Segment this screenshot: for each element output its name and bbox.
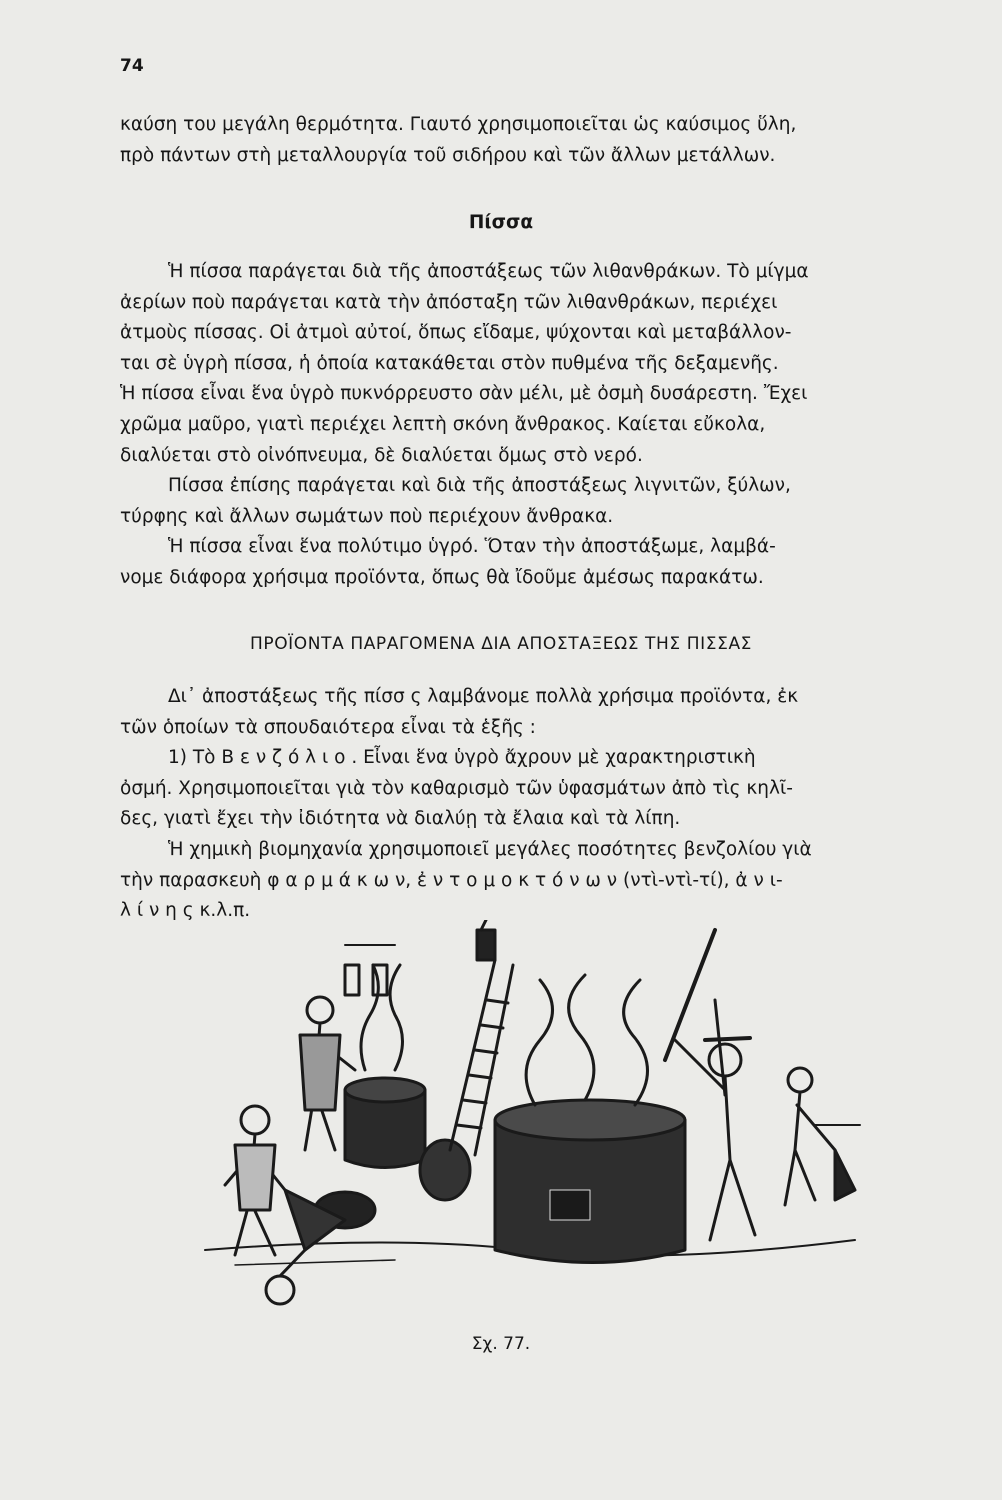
text-line: 1) Τὸ Β ε ν ζ ό λ ι ο . Εἶναι ἕνα ὑγρὸ ἄχρουν μὲ χαρακτηριστικὴ xyxy=(168,747,756,769)
text-line: ὀσμή. Χρησιμοποιεῖται γιὰ τὸν καθαρισμὸ τῶν ὑφασμάτων ἀπὸ τὶς κηλῖ- xyxy=(120,777,793,799)
figure-caption: Σχ. 77. xyxy=(471,1334,531,1354)
text-line: Ἡ πίσσα εἶναι ἕνα πολύτιμο ὑγρό. Ὅταν τὴν ἀποστάξωμε, λαμβά- xyxy=(168,536,776,558)
text-line: ται σὲ ὑγρὴ πίσσα, ἡ ὁποία κατακάθεται στὸν πυθμένα τῆς δεξαμενῆς. xyxy=(120,352,779,374)
text-line: πρὸ πάντων στὴ μεταλλουργία τοῦ σιδήρου καὶ τῶν ἄλλων μετάλλων. xyxy=(120,144,776,166)
text-line: Ἡ πίσσα παράγεται διὰ τῆς ἀποστάξεως τῶν λιθανθράκων. Τὸ μίγμα xyxy=(168,261,809,282)
text-line: τῶν ὁποίων τὰ σπουδαιότερα εἶναι τὰ ἑξῆς : xyxy=(120,716,536,738)
text-line: Ἡ χημικὴ βιομηχανία χρησιμοποιεῖ μεγάλες ποσότητες βενζολίου γιὰ xyxy=(168,838,812,860)
text-line: Ἡ πίσσα εἶναι ἕνα ὑγρὸ πυκνόρρευστο σὰν μέλι, μὲ ὀσμὴ δυσάρεστη. Ἔχει xyxy=(120,383,808,405)
intro-paragraph xyxy=(120,110,935,171)
products-section xyxy=(120,682,935,927)
text-line: λ ί ν η ς κ.λ.π. xyxy=(120,900,251,922)
text-line: χρῶμα μαῦρο, γιατὶ περιέχει λεπτὴ σκόνη ἄνθρακος. Καίεται εὔκολα, xyxy=(120,413,766,435)
products-heading: ΠΡΟΪΟΝΤΑ ΠΑΡΑΓΟΜΕΝΑ ΔΙΑ ΑΠΟΣΤΑΞΕΩΣ ΤΗΣ ΠΙΣΣΑΣ xyxy=(249,634,753,654)
text-line: νομε διάφορα χρήσιμα προϊόντα, ὅπως θὰ ἴδοῦμε ἀμέσως παρακάτω. xyxy=(120,566,764,588)
pitch-section xyxy=(120,257,935,594)
text-line: τὴν παρασκευὴ φ α ρ μ ά κ ω ν, ἐ ν τ ο μ ο κ τ ό ν ω ν (ντὶ-ντὶ-τί), ἀ ν ι- xyxy=(120,869,783,891)
tar-workers-illustration xyxy=(195,920,875,1320)
text-line: ἀτμοὺς πίσσας. Οἱ ἀτμοὶ αὐτοί, ὅπως εἴδαμε, ψύχονται καὶ μεταβάλλον- xyxy=(120,322,792,344)
text-line: καύση του μεγάλη θερμότητα. Γιαυτό χρησιμοποιεῖται ὡς καύσιμος ὕλη, xyxy=(120,114,797,135)
text-line: διαλύεται στὸ οἰνόπνευμα, δὲ διαλύεται ὅμως στὸ νερό. xyxy=(120,444,643,466)
text-line: Δι᾽ ἀποστάξεως τῆς πίσσ ς λαμβάνομε πολλὰ χρήσιμα προϊόντα, ἐκ xyxy=(168,686,799,707)
text-line: Πίσσα ἐπίσης παράγεται καὶ διὰ τῆς ἀποστάξεως λιγνιτῶν, ξύλων, xyxy=(168,475,791,497)
text-line: τύρφης καὶ ἄλλων σωμάτων ποὺ περιέχουν ἄνθρακα. xyxy=(120,505,614,527)
page-number: 74 xyxy=(120,56,144,76)
text-line: ἀερίων ποὺ παράγεται κατὰ τὴν ἀπόσταξη τῶν λιθανθράκων, περιέχει xyxy=(120,291,778,313)
section-title: Πίσσα xyxy=(468,212,534,233)
text-line: δες, γιατὶ ἔχει τὴν ἰδιότητα νὰ διαλύῃ τὰ ἔλαια καὶ τὰ λίπη. xyxy=(120,808,681,830)
